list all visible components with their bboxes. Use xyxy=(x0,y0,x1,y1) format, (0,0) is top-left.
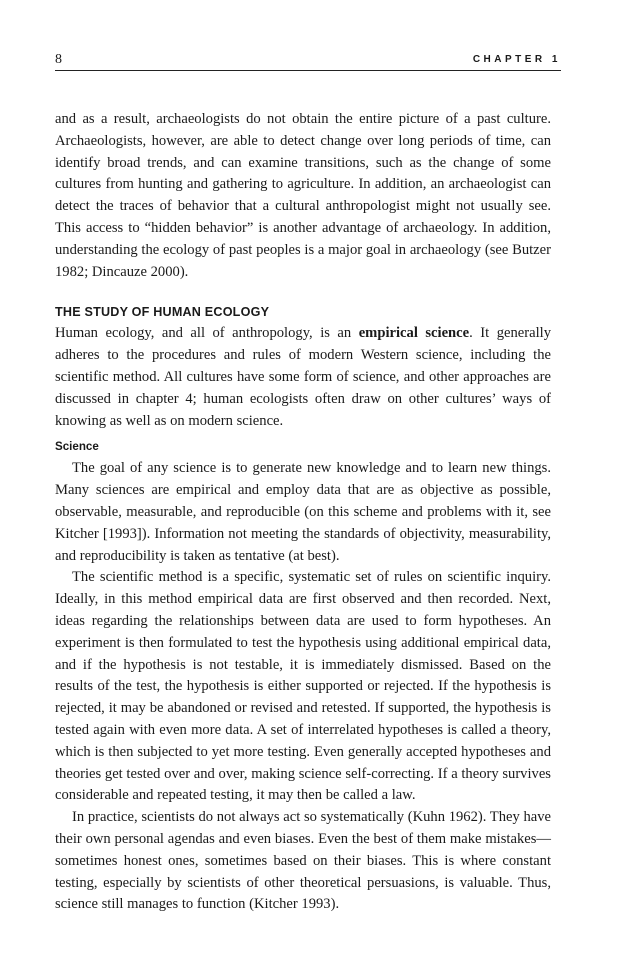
science-paragraph-1: The goal of any science is to generate new knowledge and to learn new things. Many sciences are empirical and employ data that are as objective as possible, observable, measurable, and reproducible (on this scheme and problems with it, see Kitcher [1993]). Information not meeting the standards of objectivity, measurability, and reproducibility is taken as tentative (at best). xyxy=(55,460,551,564)
paragraph-text: . It generally adheres to the procedures and rules of modern Western science, including the scientific method. All cultures have some form of science, and other approaches are discussed in chapter 4; human ecologists often draw on other cultures’ ways of knowing as well as on modern science. xyxy=(55,325,551,429)
human-ecology-paragraph xyxy=(55,323,551,432)
header-rule xyxy=(55,70,561,71)
subsection-heading-science: Science xyxy=(55,440,99,454)
page-body xyxy=(55,109,551,916)
section-heading-human-ecology: THE STUDY OF HUMAN ECOLOGY xyxy=(55,305,270,320)
paragraph-text: Human ecology, and all of anthropology, is an xyxy=(55,325,359,342)
key-term-empirical-science: empirical science xyxy=(358,325,470,342)
science-paragraph-3: In practice, scientists do not always act so systematically (Kuhn 1962). They have their own personal agendas and even biases. Even the best of them make mistakes—sometimes honest ones, sometimes based on their biases. This is where constant testing, especially by scientists of other theoretical persuasions, is valuable. Thus, science still manages to function (Kitcher 1993). xyxy=(55,809,551,913)
intro-paragraph: and as a result, archaeologists do not obtain the entire picture of a past culture. Archaeologists, however, are able to detect change over long periods of time, can identify broad trends, and can examine transitions, such as the change of some cultures from hunting and gathering to agriculture. In addition, an archaeologist can detect the traces of behavior that a cultural anthropologist might not usually see. This access to “hidden behavior” is another advantage of archaeology. In addition, understanding the ecology of past peoples is a major goal in archaeology (see Butzer 1982; Dincauze 2000). xyxy=(55,111,551,280)
science-paragraph-2: The scientific method is a specific, systematic set of rules on scientific inquiry. Ideally, in this method empirical data are first observed and then recorded. Next, ideas regarding the relationships between data are used to form hypotheses. An experiment is then formulated to test the hypothesis using additional empirical data, and if the hypothesis is not testable, it is immediately dismissed. Based on the results of the test, the hypothesis is either supported or rejected. If the hypothesis is rejected, it may be abandoned or revised and retested. If supported, the hypothesis is tested again with even more data. A set of interrelated hypotheses is called a theory, which is then subjected to yet more testing. Even generally accepted hypotheses and theories get tested over and over, making science self-correcting. If a theory survives considerable and repeated testing, it may then be called a law. xyxy=(55,569,551,804)
running-header xyxy=(55,52,561,70)
chapter-label: CHAPTER 1 xyxy=(472,54,561,65)
page-number: 8 xyxy=(55,52,62,67)
